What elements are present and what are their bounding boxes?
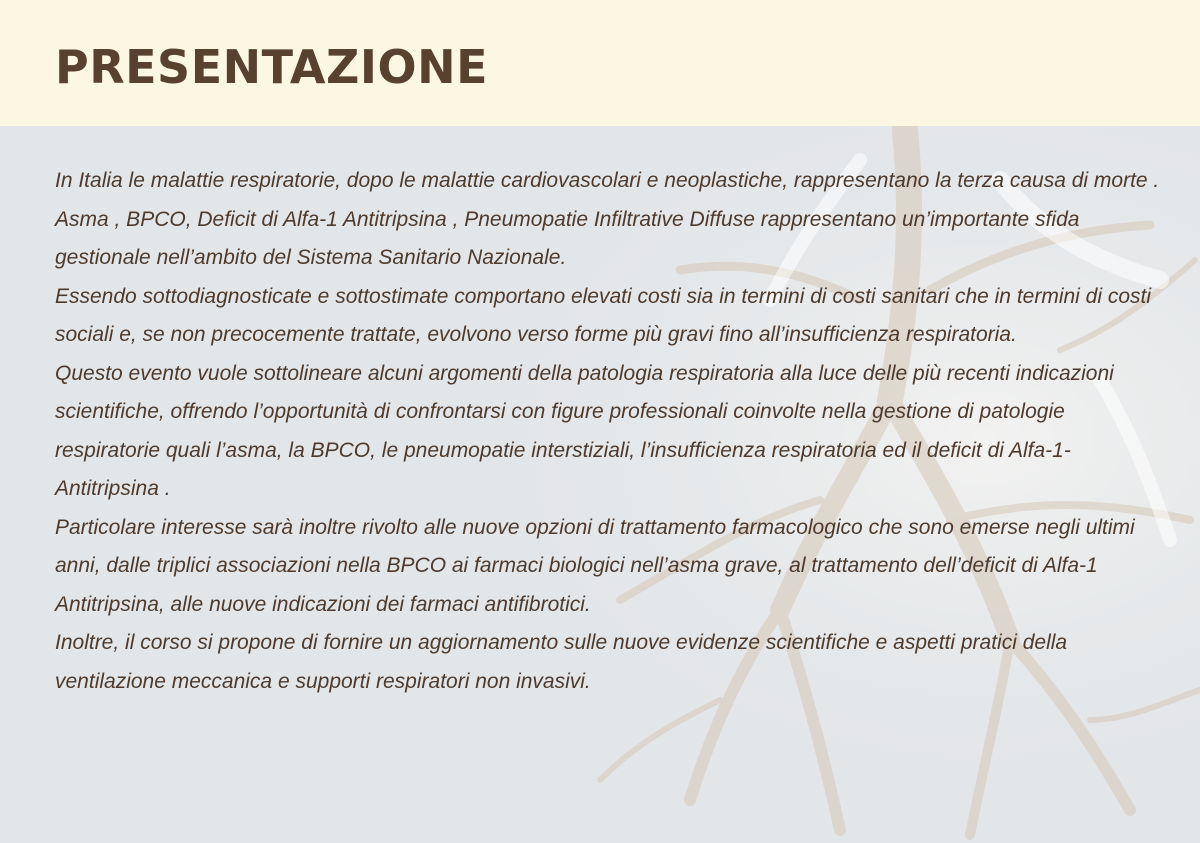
paragraph-diseases: Asma , BPCO, Deficit di Alfa-1 Antitripsina , Pneumopatie Infiltrative Diffuse rappresentano un’importante sfida gestionale nell’ambito del Sistema Sanitario Nazionale.: [55, 207, 1080, 269]
paragraph-ventilation: Inoltre, il corso si propone di fornire un aggiornamento sulle nuove evidenze scientifiche e aspetti pratici della ventilazione meccanica e supporti respiratori non invasivi.: [55, 631, 1068, 693]
paragraph-costs: Essendo sottodiagnosticate e sottostimate comportano elevati costi sia in termini di costi sanitari che in termini di costi sociali e, se non precocemente trattate, evolvono verso forme più gravi fino all’insufficienza respiratoria.: [55, 284, 1152, 346]
page-title: PRESENTAZIONE: [55, 40, 489, 94]
paragraph-treatments: Particolare interesse sarà inoltre rivolto alle nuove opzioni di trattamento farmacologico che sono emerse negli ultimi anni, dalle triplici associazioni nella BPCO ai farmaci biologici nell’asma grave, al trattamento dell’deficit di Alfa-1 Antitripsina, alle nuove indicazioni dei farmaci antifibrotici.: [55, 515, 1135, 616]
header-band: [0, 0, 1200, 126]
paragraph-intro: In Italia le malattie respiratorie, dopo le malattie cardiovascolari e neoplastiche, rappresentano la terza causa di morte .: [55, 169, 1160, 192]
paragraph-event-goals: Questo evento vuole sottolineare alcuni argomenti della patologia respiratoria alla luce delle più recenti indicazioni scientifiche, offrendo l’opportunità di confrontarsi con figure professionali coinvolte nella gestione di patologie respiratorie quali l’asma, la BPCO, le pneumopatie interstiziali, l’insufficienza respiratoria ed il deficit di Alfa-1-Antitripsina .: [55, 361, 1114, 500]
presentation-body: [55, 162, 1173, 701]
